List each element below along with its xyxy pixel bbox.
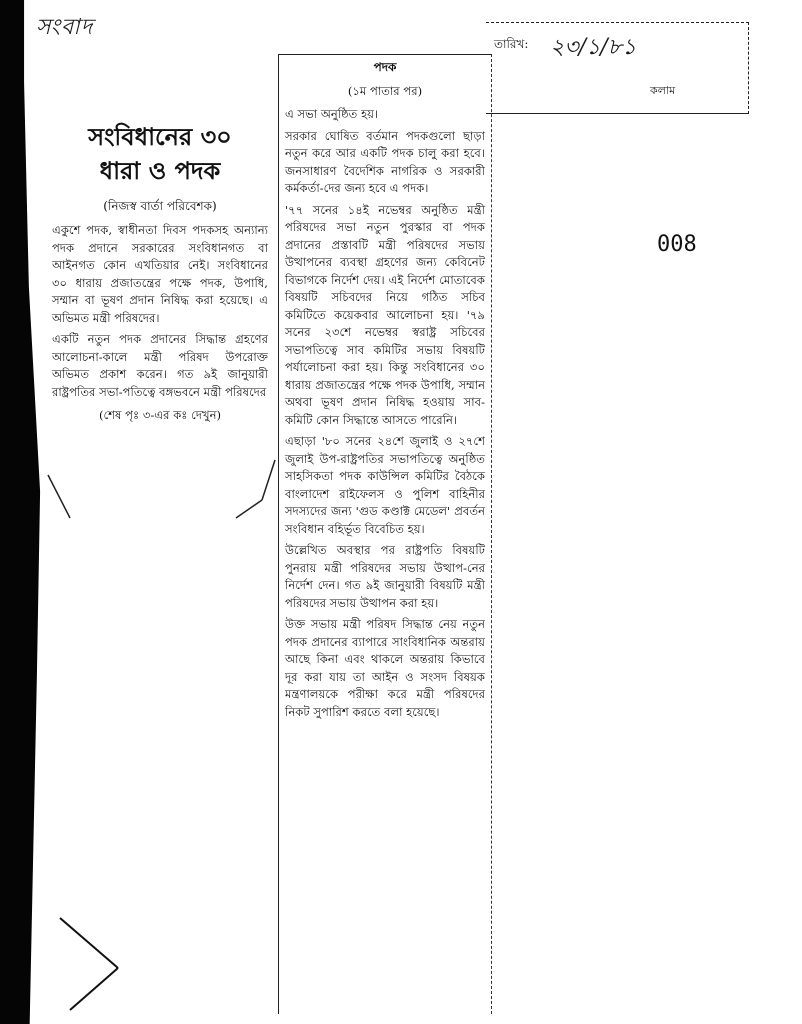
page-number: 008 bbox=[657, 232, 697, 257]
article-paragraph: একুশে পদক, স্বাধীনতা দিবস পদকসহ অন্যান্য পদক প্রদানে সরকারের সংবিধানগত বা আইনগত কোন এখতিয়ার নেই। সংবিধানের ৩০ ধারায় প্রজাতন্ত্রের পক্ষে পদক, উপাধি, সম্মান বা ভূষণ প্রদান নিষিদ্ধ করা হয়েছে। এ অভিমত মন্ত্রী পরিষদের। bbox=[52, 223, 268, 325]
article-paragraph: উক্ত সভায় মন্ত্রী পরিষদ সিদ্ধান্ত নেয় নতুন পদক প্রদানের ব্যাপারে সাংবিধানিক অন্তরায় আছে কিনা এবং থাকলে অন্তরায় কিভাবে দূর করা যায় তা আইন ও সংসদ বিষয়ক মন্ত্রণালয়কে পরীক্ষা করে মন্ত্রী পরিষদের নিকট সুপারিশ করতে বলা হয়েছে। bbox=[285, 617, 485, 719]
article-paragraph: উল্লেখিত অবস্থার পর রাষ্ট্রপতি বিষয়টি পুনরায় মন্ত্রী পরিষদের সভায় উত্থাপ-নের নির্দেশ দেন। গত ৯ই জানুয়ারী বিষয়টি মন্ত্রী পরিষদের সভায় উত্থাপন করা হয়। bbox=[285, 543, 485, 610]
source-note: সংবাদ bbox=[36, 15, 94, 40]
subheading: (নিজস্ব বার্তা পরিবেশক) bbox=[103, 199, 217, 213]
article-paragraph: একটি নতুন পদক প্রদানের সিদ্ধান্ত গ্রহণের আলোচনা-কালে মন্ত্রী পরিষদ উপরোক্ত অভিমত প্রকাশ করেন। গত ৯ই জানুয়ারী রাষ্ট্রপতির সভা-পতিত্বে বঙ্গভবনে মন্ত্রী পরিষদের bbox=[52, 332, 268, 399]
diagonal-mark bbox=[60, 918, 118, 968]
article-paragraph: সরকার ঘোষিত বর্তমান পদকগুলো ছাড়া নতুন করে আর একটি পদক চালু করা হবে। জনসাধারণ বৈদেশিক নাগরিক ও সরকারী কর্মকর্তা-দের জন্য হবে এ পদক। bbox=[285, 128, 485, 195]
article-paragraph: '৭৭ সনের ১৪ই নভেম্বর অনুষ্ঠিত মন্ত্রী পরিষদের সভা নতুন পুরস্কার বা পদক প্রদানের প্রস্তাবটি মন্ত্রী পরিষদের সভায় উত্থাপনের ব্যবস্থা গ্রহণের জন্য কেবিনেট বিভাগকে নির্দেশ দেয়। এই নির্দেশ মোতাবেক বিষয়টি সচিবদের নিয়ে গঠিত সচিব কমিটিতে কয়েকবার আলোচনা হয়। '৭৯ সনের ২৩শে নভেম্বর স্বরাষ্ট্র সচিবের সভাপতিত্বে সাব কমিটির সভায় বিষয়টি পর্যালোচনা করা হয়। কিন্তু সংবিধানের ৩০ ধারায় প্রজাতন্ত্রের পক্ষে পদক উপাধি, সম্মান অথবা ভূষণ প্রদান নিষিদ্ধ হওয়ায় সাব-কমিটি কোন সিদ্ধান্তে আসতে পারেনি। bbox=[285, 202, 485, 427]
right-article bbox=[278, 54, 492, 1014]
clip-edge-mark bbox=[48, 475, 70, 518]
article-paragraph: এ সভা অনুষ্ঠিত হয়। bbox=[285, 107, 379, 121]
article-paragraph: এছাড়া '৮০ সনের ২৪শে জুলাই ও ২৭শে জুলাই উপ-রাষ্ট্রপতির সভাপতিত্বে অনুষ্ঠিত সাহসিকতা পদক কাউন্সিল কমিটির বৈঠকে বাংলাদেশ রাইফেলস ও পুলিশ বাহিনীর সদস্যদের জন্য 'গুড কণ্ডাক্ট মেডেল' প্রবর্তন সংবিধান বহির্ভূত বিবেচিত হয়। bbox=[285, 434, 485, 536]
date-label: তারিখ: bbox=[494, 37, 529, 51]
continuation-note: (শেষ পৃঃ ৩-এর কঃ দেখুন) bbox=[98, 408, 222, 422]
date-value: ২৩/১/৮১ bbox=[550, 35, 637, 60]
column-label: কলাম bbox=[650, 84, 676, 97]
article-heading: পদক bbox=[373, 60, 397, 74]
left-article bbox=[52, 120, 268, 426]
diagonal-mark bbox=[70, 968, 118, 1010]
clip-edge-mark bbox=[236, 500, 262, 518]
headline-line-1: সংবিধানের ৩০ bbox=[88, 122, 232, 151]
headline-line-2: ধারা ও পদক bbox=[99, 156, 221, 185]
clip-edge-mark bbox=[262, 460, 275, 500]
continued-from: (১ম পাতার পর) bbox=[347, 84, 423, 98]
